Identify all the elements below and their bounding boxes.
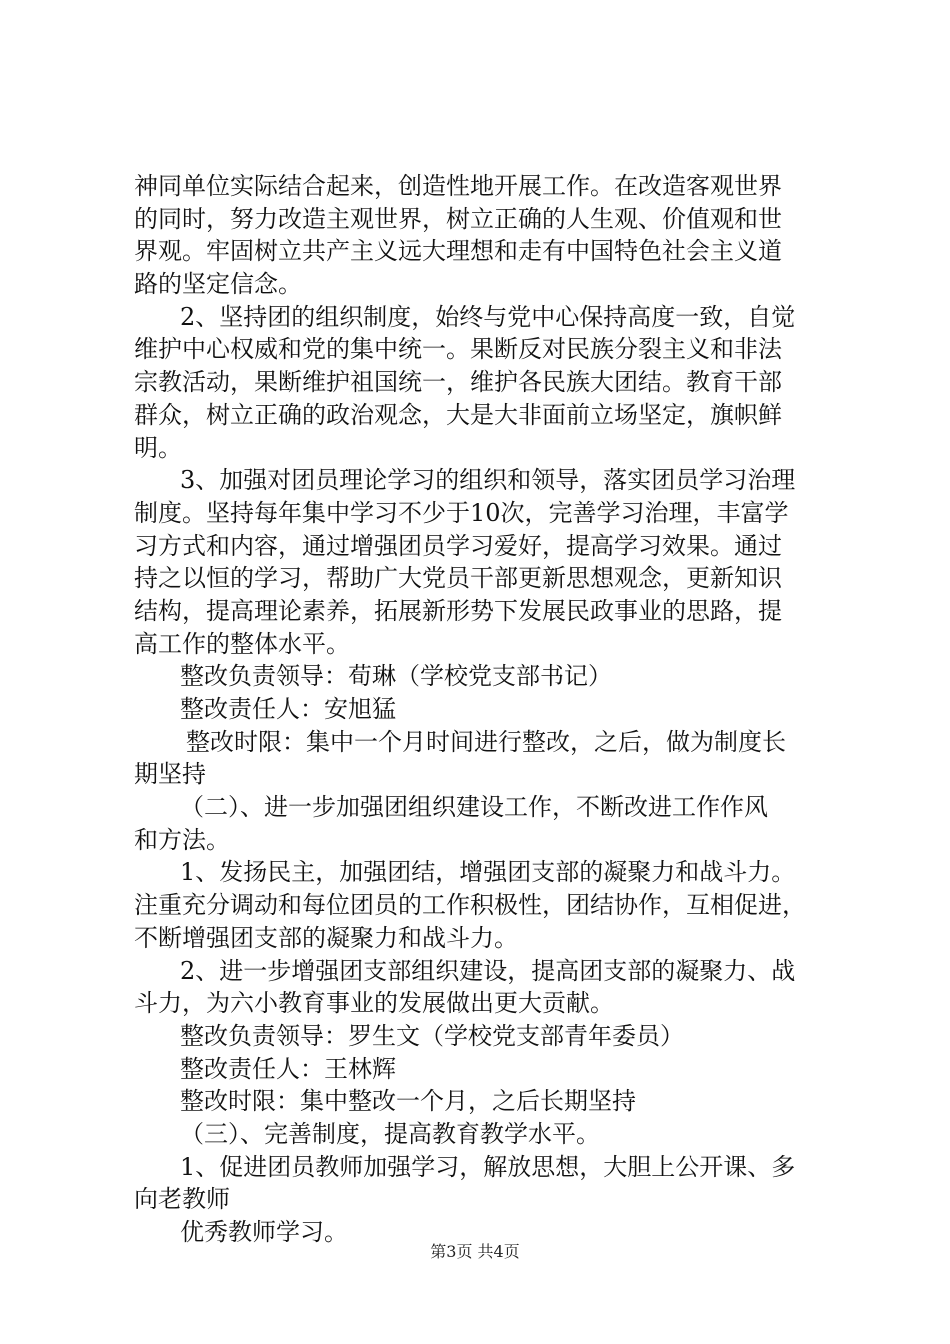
document-body xyxy=(134,170,834,1249)
text-line: 结构，提高理论素养，拓展新形势下发展民政事业的思路，提 xyxy=(134,596,782,625)
page-number-footer: 第3页 共4页 xyxy=(430,1242,520,1261)
text-line: 神同单位实际结合起来，创造性地开展工作。在改造客观世界 xyxy=(134,172,782,200)
responsible-person: 整改责任人：安旭猛 xyxy=(180,695,396,723)
text-line: 优秀教师学习。 xyxy=(180,1218,348,1246)
text-line: 高工作的整体水平。 xyxy=(134,629,350,658)
deadline: 整改时限：集中整改一个月，之后长期坚持 xyxy=(180,1087,636,1116)
text-line: 的同时，努力改造主观世界，树立正确的人生观、价值观和世 xyxy=(134,204,782,233)
responsible-person: 整改责任人：王林辉 xyxy=(180,1054,396,1083)
text-line: 持之以恒的学习，帮助广大党员干部更新思想观念，更新知识 xyxy=(134,564,782,593)
responsible-leader: 整改负责领导：荀琳（学校党支部书记） xyxy=(180,662,612,691)
text-line: 路的坚定信念。 xyxy=(134,270,302,299)
text-line: 斗力，为六小教育事业的发展做出更大贡献。 xyxy=(134,989,614,1018)
paragraph-start: 3、加强对团员理论学习的组织和领导，落实团员学习治理 xyxy=(180,466,796,495)
responsible-leader: 整改负责领导：罗生文（学校党支部青年委员） xyxy=(180,1021,684,1050)
text-line: 群众，树立正确的政治观念，大是大非面前立场坚定，旗帜鲜 xyxy=(134,400,782,429)
section-heading: （三）、完善制度，提高教育教学水平。 xyxy=(180,1119,600,1148)
text-line: 界观。牢固树立共产主义远大理想和走有中国特色社会主义道 xyxy=(134,237,782,266)
text-line: 制度。坚持每年集中学习不少于10次，完善学习治理，丰富学 xyxy=(134,498,789,527)
text-line: 宗教活动，果断维护祖国统一，维护各民族大团结。教育干部 xyxy=(134,368,782,397)
text-line: 不断增强团支部的凝聚力和战斗力。 xyxy=(134,923,518,952)
paragraph-start: 2、进一步增强团支部组织建设，提高团支部的凝聚力、战 xyxy=(180,956,796,985)
text-line: 明。 xyxy=(134,433,182,462)
paragraph-start: 2、坚持团的组织制度，始终与党中心保持高度一致，自觉 xyxy=(180,302,796,331)
text-line: 注重充分调动和每位团员的工作积极性，团结协作，互相促进， xyxy=(134,891,806,920)
text-line: 习方式和内容，通过增强团员学习爱好，提高学习效果。通过 xyxy=(134,531,782,560)
paragraph-start: 1、促进团员教师加强学习，解放思想，大胆上公开课、多 xyxy=(180,1152,796,1181)
text-line: 和方法。 xyxy=(134,825,230,854)
deadline: 整改时限：集中一个月时间进行整改，之后，做为制度长 xyxy=(186,727,786,756)
text-line: 维护中心权威和党的集中统一。果断反对民族分裂主义和非法 xyxy=(134,335,782,364)
text-line: 期坚持 xyxy=(134,760,206,789)
paragraph-start: 1、发扬民主，加强团结，增强团支部的凝聚力和战斗力。 xyxy=(180,858,796,887)
section-heading: （二）、进一步加强团组织建设工作，不断改进工作作风 xyxy=(180,793,768,822)
text-line: 向老教师 xyxy=(134,1185,230,1214)
